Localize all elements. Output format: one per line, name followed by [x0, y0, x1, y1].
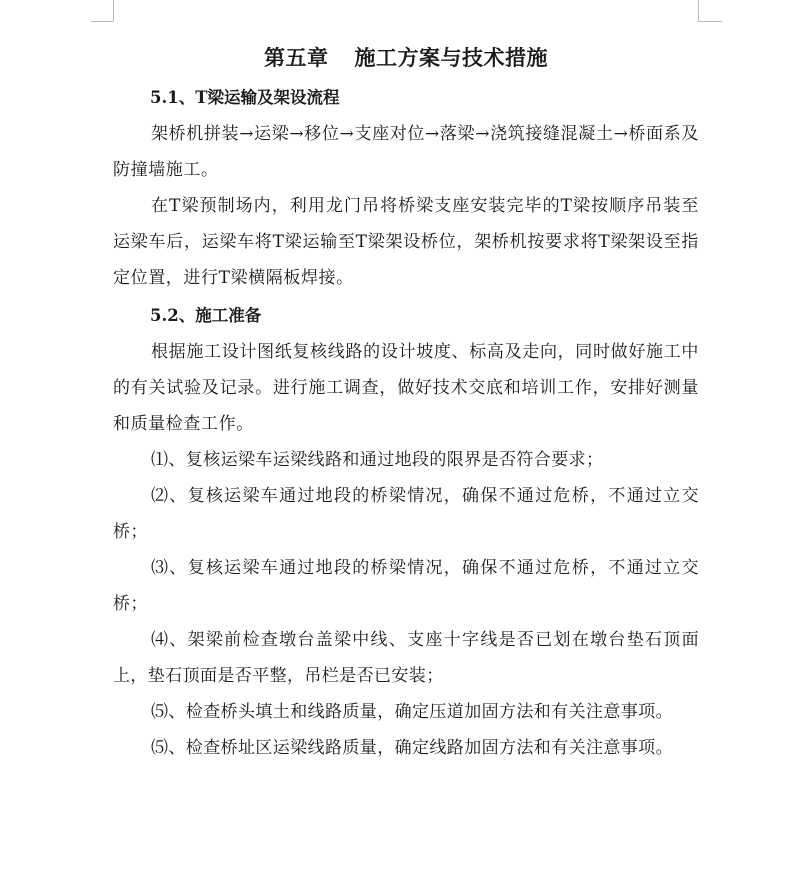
crop-mark-top-left-vertical [113, 0, 114, 22]
list-item: ⑵、复核运梁车通过地段的桥梁情况，确保不通过危桥，不通过立交桥； [113, 486, 699, 542]
chapter-name: 施工方案与技术措施 [354, 45, 548, 70]
crop-mark-top-left-horizontal [91, 21, 114, 22]
list-item: ⑷、架梁前检查墩台盖梁中线、支座十字线是否已划在墩台垫石顶面上，垫石顶面是否平整，吊栏是否已安装； [113, 630, 699, 686]
chapter-title [113, 38, 699, 78]
list-item: ⑸、检查桥址区运梁线路质量，确定线路加固方法和有关注意事项。 [151, 738, 673, 758]
crop-mark-top-right-vertical [698, 0, 699, 22]
section-heading-5-2: 5.2、施工准备 [150, 306, 262, 325]
document-body [113, 38, 699, 766]
paragraph: 架桥机拼装→运梁→移位→支座对位→落梁→浇筑接缝混凝土→桥面系及防撞墙施工。 [113, 124, 699, 180]
crop-mark-top-right-horizontal [698, 21, 722, 22]
list-item: ⑶、复核运梁车通过地段的桥梁情况，确保不通过危桥，不通过立交桥； [113, 558, 699, 614]
chapter-number: 第五章 [264, 45, 329, 70]
list-item: ⑴、复核运梁车运梁线路和通过地段的限界是否符合要求； [151, 450, 604, 470]
paragraph: 在T梁预制场内，利用龙门吊将桥梁支座安装完毕的T梁按顺序吊装至运梁车后，运梁车将T梁运输至T梁架设桥位，架桥机按要求将T梁架设至指定位置，进行T梁横隔板焊接。 [113, 196, 699, 288]
list-item: ⑸、检查桥头填土和线路质量，确定压道加固方法和有关注意事项。 [151, 702, 673, 722]
paragraph: 根据施工设计图纸复核线路的设计坡度、标高及走向，同时做好施工中的有关试验及记录。进行施工调查，做好技术交底和培训工作，安排好测量和质量检查工作。 [113, 342, 699, 434]
section-heading-5-1: 5.1、T梁运输及架设流程 [150, 88, 340, 107]
